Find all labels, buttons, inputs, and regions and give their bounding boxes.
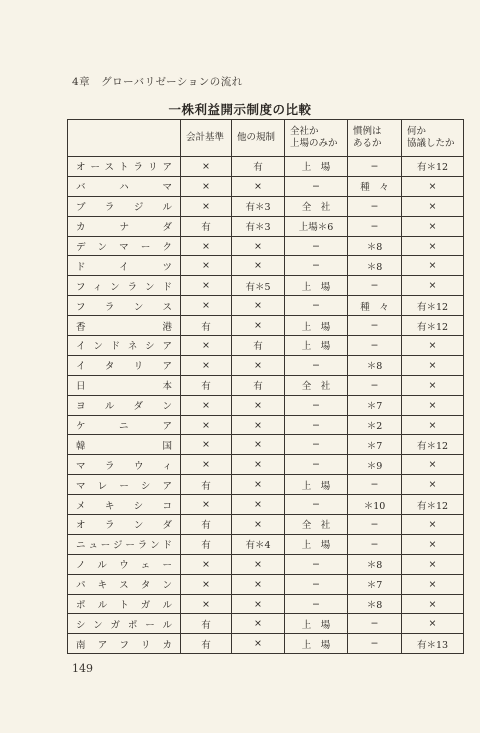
other-regulation-cell: 有 [232, 336, 285, 356]
country-cell: カナダ [68, 216, 181, 236]
accounting-standard-cell: 有 [181, 534, 232, 554]
practice-cell: ＊8 [348, 236, 402, 256]
scope-cell: 上 場 [285, 634, 348, 654]
scope-cell: − [285, 455, 348, 475]
table-body [68, 157, 464, 654]
practice-cell: − [348, 216, 402, 236]
other-regulation-cell: 有＊3 [232, 216, 285, 236]
other-regulation-cell: × [232, 475, 285, 495]
accounting-standard-cell: 有 [181, 375, 232, 395]
consultation-cell: × [402, 276, 464, 296]
table-row [68, 495, 464, 515]
table-row [68, 515, 464, 535]
accounting-standard-cell: × [181, 236, 232, 256]
other-regulation-cell: × [232, 594, 285, 614]
header-label-line2: 上場のみか [290, 138, 338, 149]
country-cell: 南アフリカ [68, 634, 181, 654]
other-regulation-cell: × [232, 415, 285, 435]
consultation-cell: × [402, 515, 464, 535]
scope-cell: − [285, 395, 348, 415]
country-cell: ヨルダン [68, 395, 181, 415]
other-regulation-cell: × [232, 455, 285, 475]
table-row [68, 355, 464, 375]
scope-cell: − [285, 176, 348, 196]
page-number: 149 [72, 662, 93, 675]
consultation-cell: × [402, 256, 464, 276]
practice-cell: ＊7 [348, 395, 402, 415]
accounting-standard-cell: × [181, 395, 232, 415]
scope-cell: 上 場 [285, 316, 348, 336]
other-regulation-cell: × [232, 515, 285, 535]
table-row [68, 435, 464, 455]
country-cell: オランダ [68, 515, 181, 535]
scope-cell: 上 場 [285, 475, 348, 495]
scope-cell: − [285, 236, 348, 256]
header-label: 慣例は [353, 126, 382, 137]
table-row [68, 475, 464, 495]
practice-cell: − [348, 475, 402, 495]
practice-cell: − [348, 515, 402, 535]
practice-cell: ＊2 [348, 415, 402, 435]
table-row [68, 176, 464, 196]
practice-cell: ＊9 [348, 455, 402, 475]
consultation-cell: × [402, 236, 464, 256]
table-row [68, 236, 464, 256]
practice-cell: ＊7 [348, 435, 402, 455]
country-cell: デンマーク [68, 236, 181, 256]
scope-cell: − [285, 256, 348, 276]
scope-cell: − [285, 574, 348, 594]
header-practice [348, 120, 402, 157]
practice-cell: − [348, 534, 402, 554]
scope-cell: 全 社 [285, 196, 348, 216]
other-regulation-cell: × [232, 634, 285, 654]
consultation-cell: × [402, 534, 464, 554]
country-cell: ノルウェー [68, 554, 181, 574]
practice-cell: ＊8 [348, 256, 402, 276]
table-row [68, 157, 464, 177]
scope-cell: 上場＊6 [285, 216, 348, 236]
accounting-standard-cell: × [181, 276, 232, 296]
country-cell: ドイツ [68, 256, 181, 276]
consultation-cell: 有＊13 [402, 634, 464, 654]
table-row [68, 375, 464, 395]
country-cell: ケニア [68, 415, 181, 435]
country-cell: シンガポール [68, 614, 181, 634]
other-regulation-cell: × [232, 574, 285, 594]
practice-cell: − [348, 375, 402, 395]
accounting-standard-cell: × [181, 574, 232, 594]
scope-cell: 上 場 [285, 534, 348, 554]
consultation-cell: × [402, 395, 464, 415]
country-cell: 香港 [68, 316, 181, 336]
accounting-standard-cell: × [181, 415, 232, 435]
consultation-cell: × [402, 475, 464, 495]
consultation-cell: 有＊12 [402, 435, 464, 455]
accounting-standard-cell: 有 [181, 475, 232, 495]
accounting-standard-cell: × [181, 355, 232, 375]
accounting-standard-cell: 有 [181, 614, 232, 634]
table-row [68, 196, 464, 216]
header-label: 他の規制 [237, 132, 276, 143]
table-row [68, 594, 464, 614]
accounting-standard-cell: × [181, 495, 232, 515]
table-row [68, 276, 464, 296]
accounting-standard-cell: × [181, 336, 232, 356]
other-regulation-cell: 有 [232, 157, 285, 177]
consultation-cell: 有＊12 [402, 296, 464, 316]
country-cell: イタリア [68, 355, 181, 375]
accounting-standard-cell: 有 [181, 316, 232, 336]
consultation-cell: × [402, 614, 464, 634]
header-corner [68, 120, 181, 157]
consultation-cell: 有＊12 [402, 495, 464, 515]
running-header: 4章 グローバリゼーションの流れ [72, 76, 243, 88]
scope-cell: − [285, 435, 348, 455]
other-regulation-cell: × [232, 435, 285, 455]
scope-cell: − [285, 594, 348, 614]
consultation-cell: × [402, 216, 464, 236]
country-cell: 日本 [68, 375, 181, 395]
practice-cell: ＊8 [348, 554, 402, 574]
other-regulation-cell: 有＊3 [232, 196, 285, 216]
header-row [68, 120, 464, 157]
comparison-table [67, 119, 464, 654]
other-regulation-cell: 有＊5 [232, 276, 285, 296]
practice-cell: − [348, 336, 402, 356]
scope-cell: − [285, 415, 348, 435]
other-regulation-cell: × [232, 316, 285, 336]
accounting-standard-cell: × [181, 554, 232, 574]
accounting-standard-cell: × [181, 176, 232, 196]
country-cell: 韓国 [68, 435, 181, 455]
accounting-standard-cell: × [181, 196, 232, 216]
practice-cell: − [348, 316, 402, 336]
table-row [68, 574, 464, 594]
practice-cell: − [348, 276, 402, 296]
table-row [68, 216, 464, 236]
consultation-cell: × [402, 375, 464, 395]
consultation-cell: 有＊12 [402, 316, 464, 336]
table-row [68, 455, 464, 475]
practice-cell: ＊7 [348, 574, 402, 594]
accounting-standard-cell: × [181, 455, 232, 475]
scope-cell: 上 場 [285, 336, 348, 356]
header-scope [285, 120, 348, 157]
table-row [68, 415, 464, 435]
country-cell: メキシコ [68, 495, 181, 515]
consultation-cell: × [402, 455, 464, 475]
other-regulation-cell: × [232, 554, 285, 574]
table-row [68, 256, 464, 276]
table-row [68, 395, 464, 415]
accounting-standard-cell: × [181, 256, 232, 276]
scope-cell: 上 場 [285, 276, 348, 296]
table-row [68, 554, 464, 574]
table-row [68, 316, 464, 336]
scope-cell: 全 社 [285, 515, 348, 535]
consultation-cell: × [402, 574, 464, 594]
country-cell: インドネシア [68, 336, 181, 356]
table-row [68, 534, 464, 554]
accounting-standard-cell: × [181, 296, 232, 316]
practice-cell: − [348, 157, 402, 177]
other-regulation-cell: 有＊4 [232, 534, 285, 554]
other-regulation-cell: × [232, 296, 285, 316]
scope-cell: 上 場 [285, 157, 348, 177]
accounting-standard-cell: × [181, 157, 232, 177]
other-regulation-cell: × [232, 256, 285, 276]
practice-cell: − [348, 614, 402, 634]
scope-cell: − [285, 296, 348, 316]
practice-cell: − [348, 634, 402, 654]
country-cell: バハマ [68, 176, 181, 196]
country-cell: マラウィ [68, 455, 181, 475]
other-regulation-cell: × [232, 495, 285, 515]
practice-cell: ＊10 [348, 495, 402, 515]
header-accounting-standard [181, 120, 232, 157]
table-title: 一株利益開示制度の比較 [168, 102, 312, 117]
table-header [68, 120, 464, 157]
other-regulation-cell: × [232, 614, 285, 634]
accounting-standard-cell: × [181, 435, 232, 455]
consultation-cell: × [402, 176, 464, 196]
accounting-standard-cell: 有 [181, 634, 232, 654]
consultation-cell: 有＊12 [402, 157, 464, 177]
country-cell: パキスタン [68, 574, 181, 594]
header-label-line2: あるか [353, 138, 382, 149]
other-regulation-cell: × [232, 236, 285, 256]
other-regulation-cell: × [232, 176, 285, 196]
country-cell: ブラジル [68, 196, 181, 216]
consultation-cell: × [402, 336, 464, 356]
practice-cell: 種 々 [348, 296, 402, 316]
country-cell: フランス [68, 296, 181, 316]
table-row [68, 296, 464, 316]
practice-cell: 種 々 [348, 176, 402, 196]
other-regulation-cell: 有 [232, 375, 285, 395]
other-regulation-cell: × [232, 355, 285, 375]
header-label: 会計基準 [186, 132, 225, 143]
accounting-standard-cell: 有 [181, 515, 232, 535]
practice-cell: ＊8 [348, 594, 402, 614]
accounting-standard-cell: 有 [181, 216, 232, 236]
country-cell: マレーシア [68, 475, 181, 495]
table-row [68, 634, 464, 654]
accounting-standard-cell: × [181, 594, 232, 614]
scope-cell: − [285, 355, 348, 375]
scope-cell: − [285, 554, 348, 574]
header-label-line2: 協議したか [407, 138, 455, 149]
header-other-regulation [232, 120, 285, 157]
country-cell: オーストラリア [68, 157, 181, 177]
practice-cell: − [348, 196, 402, 216]
consultation-cell: × [402, 554, 464, 574]
header-label: 何か [407, 126, 427, 137]
scope-cell: 全 社 [285, 375, 348, 395]
table-row [68, 614, 464, 634]
consultation-cell: × [402, 196, 464, 216]
country-cell: ニュージーランド [68, 534, 181, 554]
consultation-cell: × [402, 415, 464, 435]
practice-cell: ＊8 [348, 355, 402, 375]
header-consultation [402, 120, 464, 157]
scope-cell: − [285, 495, 348, 515]
header-label: 全社か [290, 126, 319, 137]
scope-cell: 上 場 [285, 614, 348, 634]
consultation-cell: × [402, 594, 464, 614]
other-regulation-cell: × [232, 395, 285, 415]
country-cell: ポルトガル [68, 594, 181, 614]
table-row [68, 336, 464, 356]
country-cell: フィンランド [68, 276, 181, 296]
consultation-cell: × [402, 355, 464, 375]
